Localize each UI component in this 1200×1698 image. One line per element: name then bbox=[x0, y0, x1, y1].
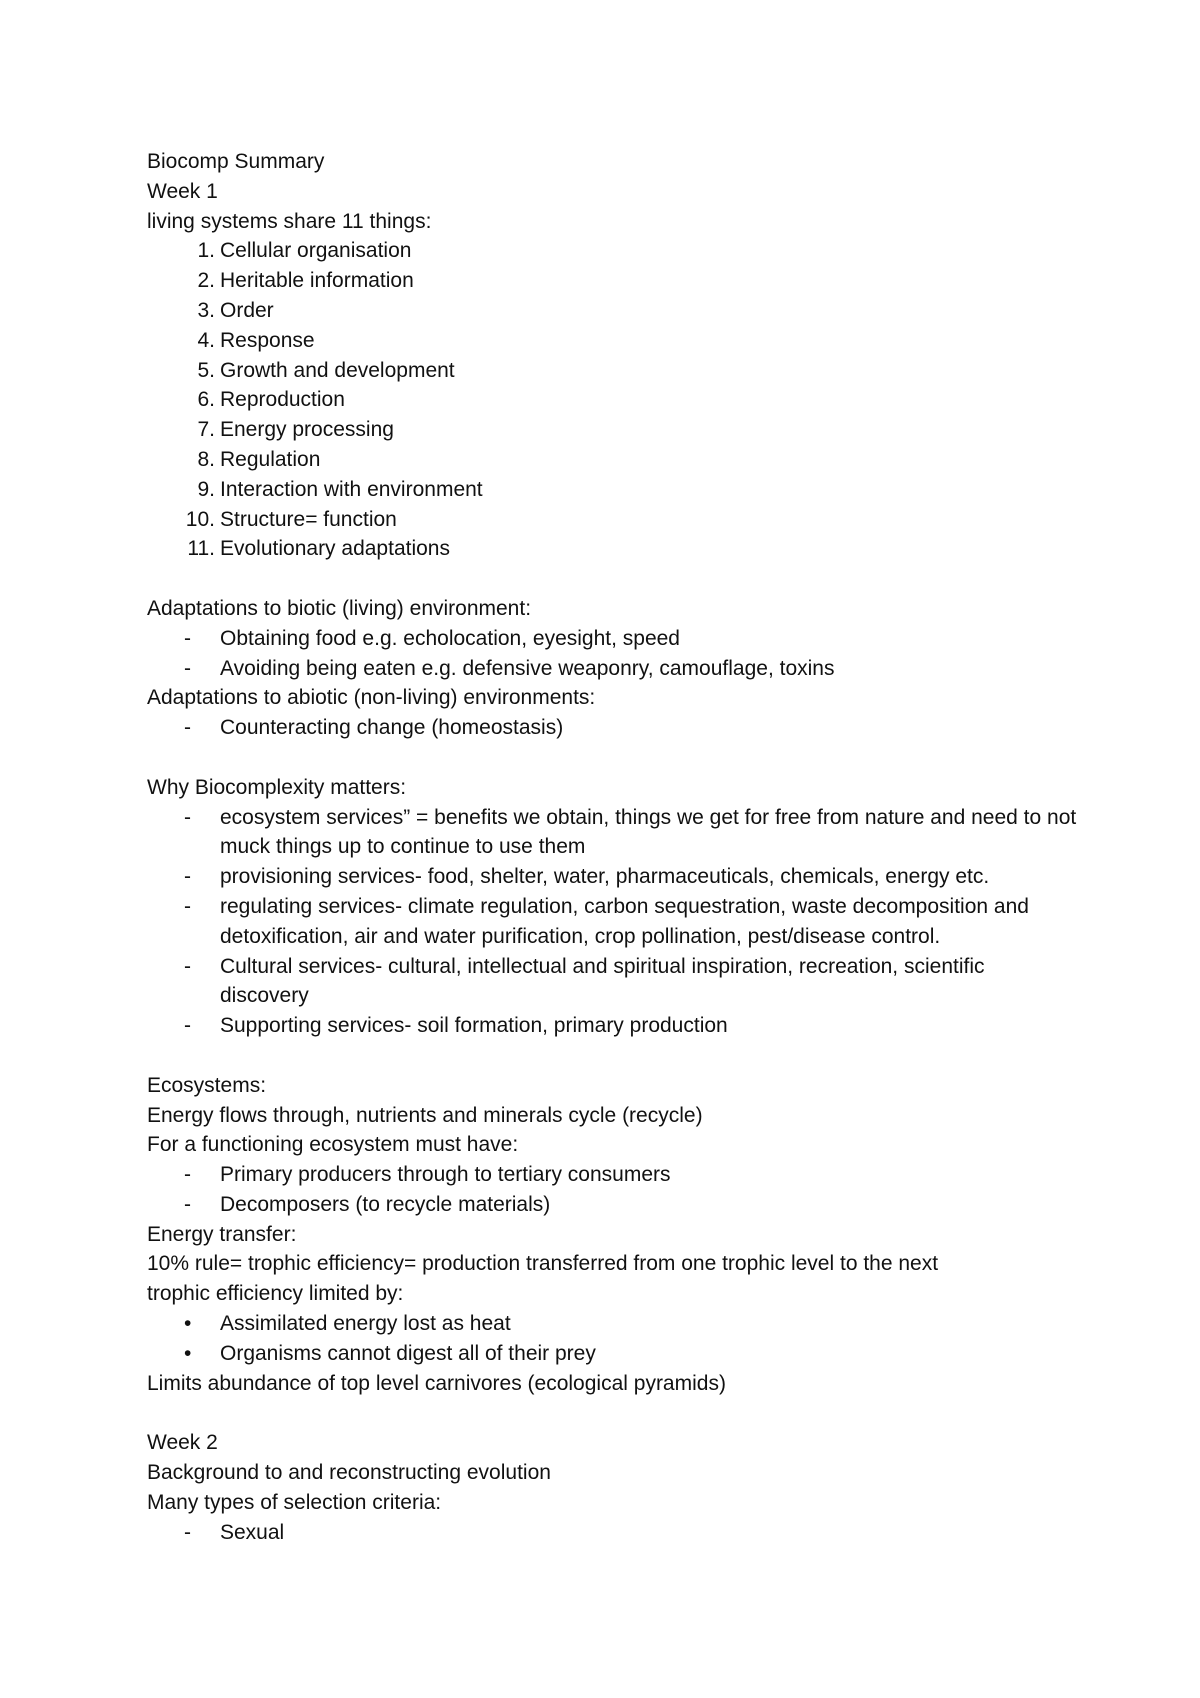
list-number: 11. bbox=[187, 537, 215, 561]
list-item bbox=[147, 862, 1077, 892]
dash-marker: - bbox=[184, 894, 191, 918]
list-item-text: Decomposers (to recycle materials) bbox=[220, 1192, 551, 1216]
list-item-text: ecosystem services” = benefits we obtain, things we get for free from nature and need to not muck things up to continue to use them bbox=[220, 805, 1077, 859]
list-item bbox=[147, 1190, 1077, 1220]
blank-line bbox=[147, 564, 1077, 594]
living-systems-intro: living systems share 11 things: bbox=[147, 209, 432, 233]
list-item bbox=[147, 296, 1077, 326]
list-item bbox=[147, 326, 1077, 356]
list-item bbox=[147, 415, 1077, 445]
blank-line bbox=[147, 1398, 1077, 1428]
list-number: 5. bbox=[197, 358, 215, 382]
list-item-text: Heritable information bbox=[220, 269, 414, 293]
list-item-text: Sexual bbox=[220, 1520, 285, 1544]
list-item-text: provisioning services- food, shelter, water, pharmaceuticals, chemicals, energy etc. bbox=[220, 865, 990, 889]
week2-heading: Week 2 bbox=[147, 1431, 218, 1455]
dash-marker: - bbox=[184, 716, 191, 740]
dash-marker: - bbox=[184, 954, 191, 978]
dash-marker: - bbox=[184, 656, 191, 680]
list-item-text: Order bbox=[220, 298, 274, 322]
functioning-heading: For a functioning ecosystem must have: bbox=[147, 1133, 519, 1157]
biotic-heading: Adaptations to biotic (living) environment: bbox=[147, 596, 532, 620]
dash-marker: - bbox=[184, 626, 191, 650]
list-item bbox=[147, 505, 1077, 535]
dash-marker: - bbox=[184, 865, 191, 889]
blank-line bbox=[147, 1041, 1077, 1071]
limits-line: Limits abundance of top level carnivores (ecological pyramids) bbox=[147, 1371, 726, 1395]
list-item-text: Obtaining food e.g. echolocation, eyesight, speed bbox=[220, 626, 680, 650]
list-item bbox=[147, 952, 1077, 1012]
list-item bbox=[147, 266, 1077, 296]
dash-marker: - bbox=[184, 1520, 191, 1544]
trophic-limited-heading: trophic efficiency limited by: bbox=[147, 1282, 404, 1306]
list-item-text: Evolutionary adaptations bbox=[220, 537, 450, 561]
list-item-text: Growth and development bbox=[220, 358, 455, 382]
list-item-text: Counteracting change (homeostasis) bbox=[220, 716, 564, 740]
list-item bbox=[147, 654, 1077, 684]
list-number: 1. bbox=[197, 239, 215, 263]
list-item-text: regulating services- climate regulation, carbon sequestration, waste decomposition and detoxification, air and water purification, crop pollination, pest/disease control. bbox=[220, 894, 1029, 948]
list-item-text: Reproduction bbox=[220, 388, 345, 412]
list-item bbox=[147, 803, 1077, 863]
week1-heading: Week 1 bbox=[147, 179, 218, 203]
list-number: 2. bbox=[197, 269, 215, 293]
list-number: 6. bbox=[197, 388, 215, 412]
week2-subheading: Background to and reconstructing evolution bbox=[147, 1461, 551, 1485]
list-item bbox=[147, 892, 1077, 952]
list-number: 8. bbox=[197, 447, 215, 471]
ecosystems-heading: Ecosystems: bbox=[147, 1073, 267, 1097]
abiotic-heading: Adaptations to abiotic (non-living) environments: bbox=[147, 686, 596, 710]
dash-marker: - bbox=[184, 805, 191, 829]
list-item bbox=[147, 236, 1077, 266]
list-number: 10. bbox=[185, 507, 215, 531]
dash-marker: - bbox=[184, 1192, 191, 1216]
list-item-text: Avoiding being eaten e.g. defensive weaponry, camouflage, toxins bbox=[220, 656, 835, 680]
list-item-text: Primary producers through to tertiary consumers bbox=[220, 1163, 671, 1187]
list-item bbox=[147, 385, 1077, 415]
selection-heading: Many types of selection criteria: bbox=[147, 1490, 442, 1514]
list-item-text: Cultural services- cultural, intellectual and spiritual inspiration, recreation, scientific discovery bbox=[220, 954, 985, 1008]
dash-marker: - bbox=[184, 1163, 191, 1187]
bullet-marker: • bbox=[184, 1312, 192, 1336]
bullet-marker: • bbox=[184, 1341, 192, 1365]
energy-transfer-heading: Energy transfer: bbox=[147, 1222, 297, 1246]
list-item bbox=[147, 1339, 1077, 1369]
list-item bbox=[147, 534, 1077, 564]
blank-line bbox=[147, 743, 1077, 773]
list-item-text: Assimilated energy lost as heat bbox=[220, 1312, 511, 1336]
list-item-text: Cellular organisation bbox=[220, 239, 412, 263]
list-number: 9. bbox=[197, 477, 215, 501]
ecosystems-energy-line: Energy flows through, nutrients and minerals cycle (recycle) bbox=[147, 1103, 703, 1127]
list-item bbox=[147, 713, 1077, 743]
ten-percent-rule: 10% rule= trophic efficiency= production transferred from one trophic level to the next bbox=[147, 1252, 939, 1276]
list-number: 3. bbox=[197, 298, 215, 322]
list-item bbox=[147, 1309, 1077, 1339]
document-page bbox=[147, 147, 1077, 1547]
list-item-text: Structure= function bbox=[220, 507, 397, 531]
list-number: 7. bbox=[197, 418, 215, 442]
list-item-text: Response bbox=[220, 328, 315, 352]
dash-marker: - bbox=[184, 1014, 191, 1038]
list-item bbox=[147, 475, 1077, 505]
list-item-text: Energy processing bbox=[220, 418, 394, 442]
list-item bbox=[147, 445, 1077, 475]
list-item-text: Regulation bbox=[220, 447, 321, 471]
list-item-text: Supporting services- soil formation, primary production bbox=[220, 1014, 728, 1038]
list-item bbox=[147, 1160, 1077, 1190]
list-item-text: Organisms cannot digest all of their prey bbox=[220, 1341, 596, 1365]
biocomplexity-heading: Why Biocomplexity matters: bbox=[147, 775, 407, 799]
list-item bbox=[147, 1011, 1077, 1041]
living-systems-list bbox=[147, 236, 1077, 564]
document-title: Biocomp Summary bbox=[147, 150, 325, 173]
list-item-text: Interaction with environment bbox=[220, 477, 483, 501]
list-item bbox=[147, 356, 1077, 386]
list-item bbox=[147, 624, 1077, 654]
list-number: 4. bbox=[197, 328, 215, 352]
list-item bbox=[147, 1518, 1077, 1548]
